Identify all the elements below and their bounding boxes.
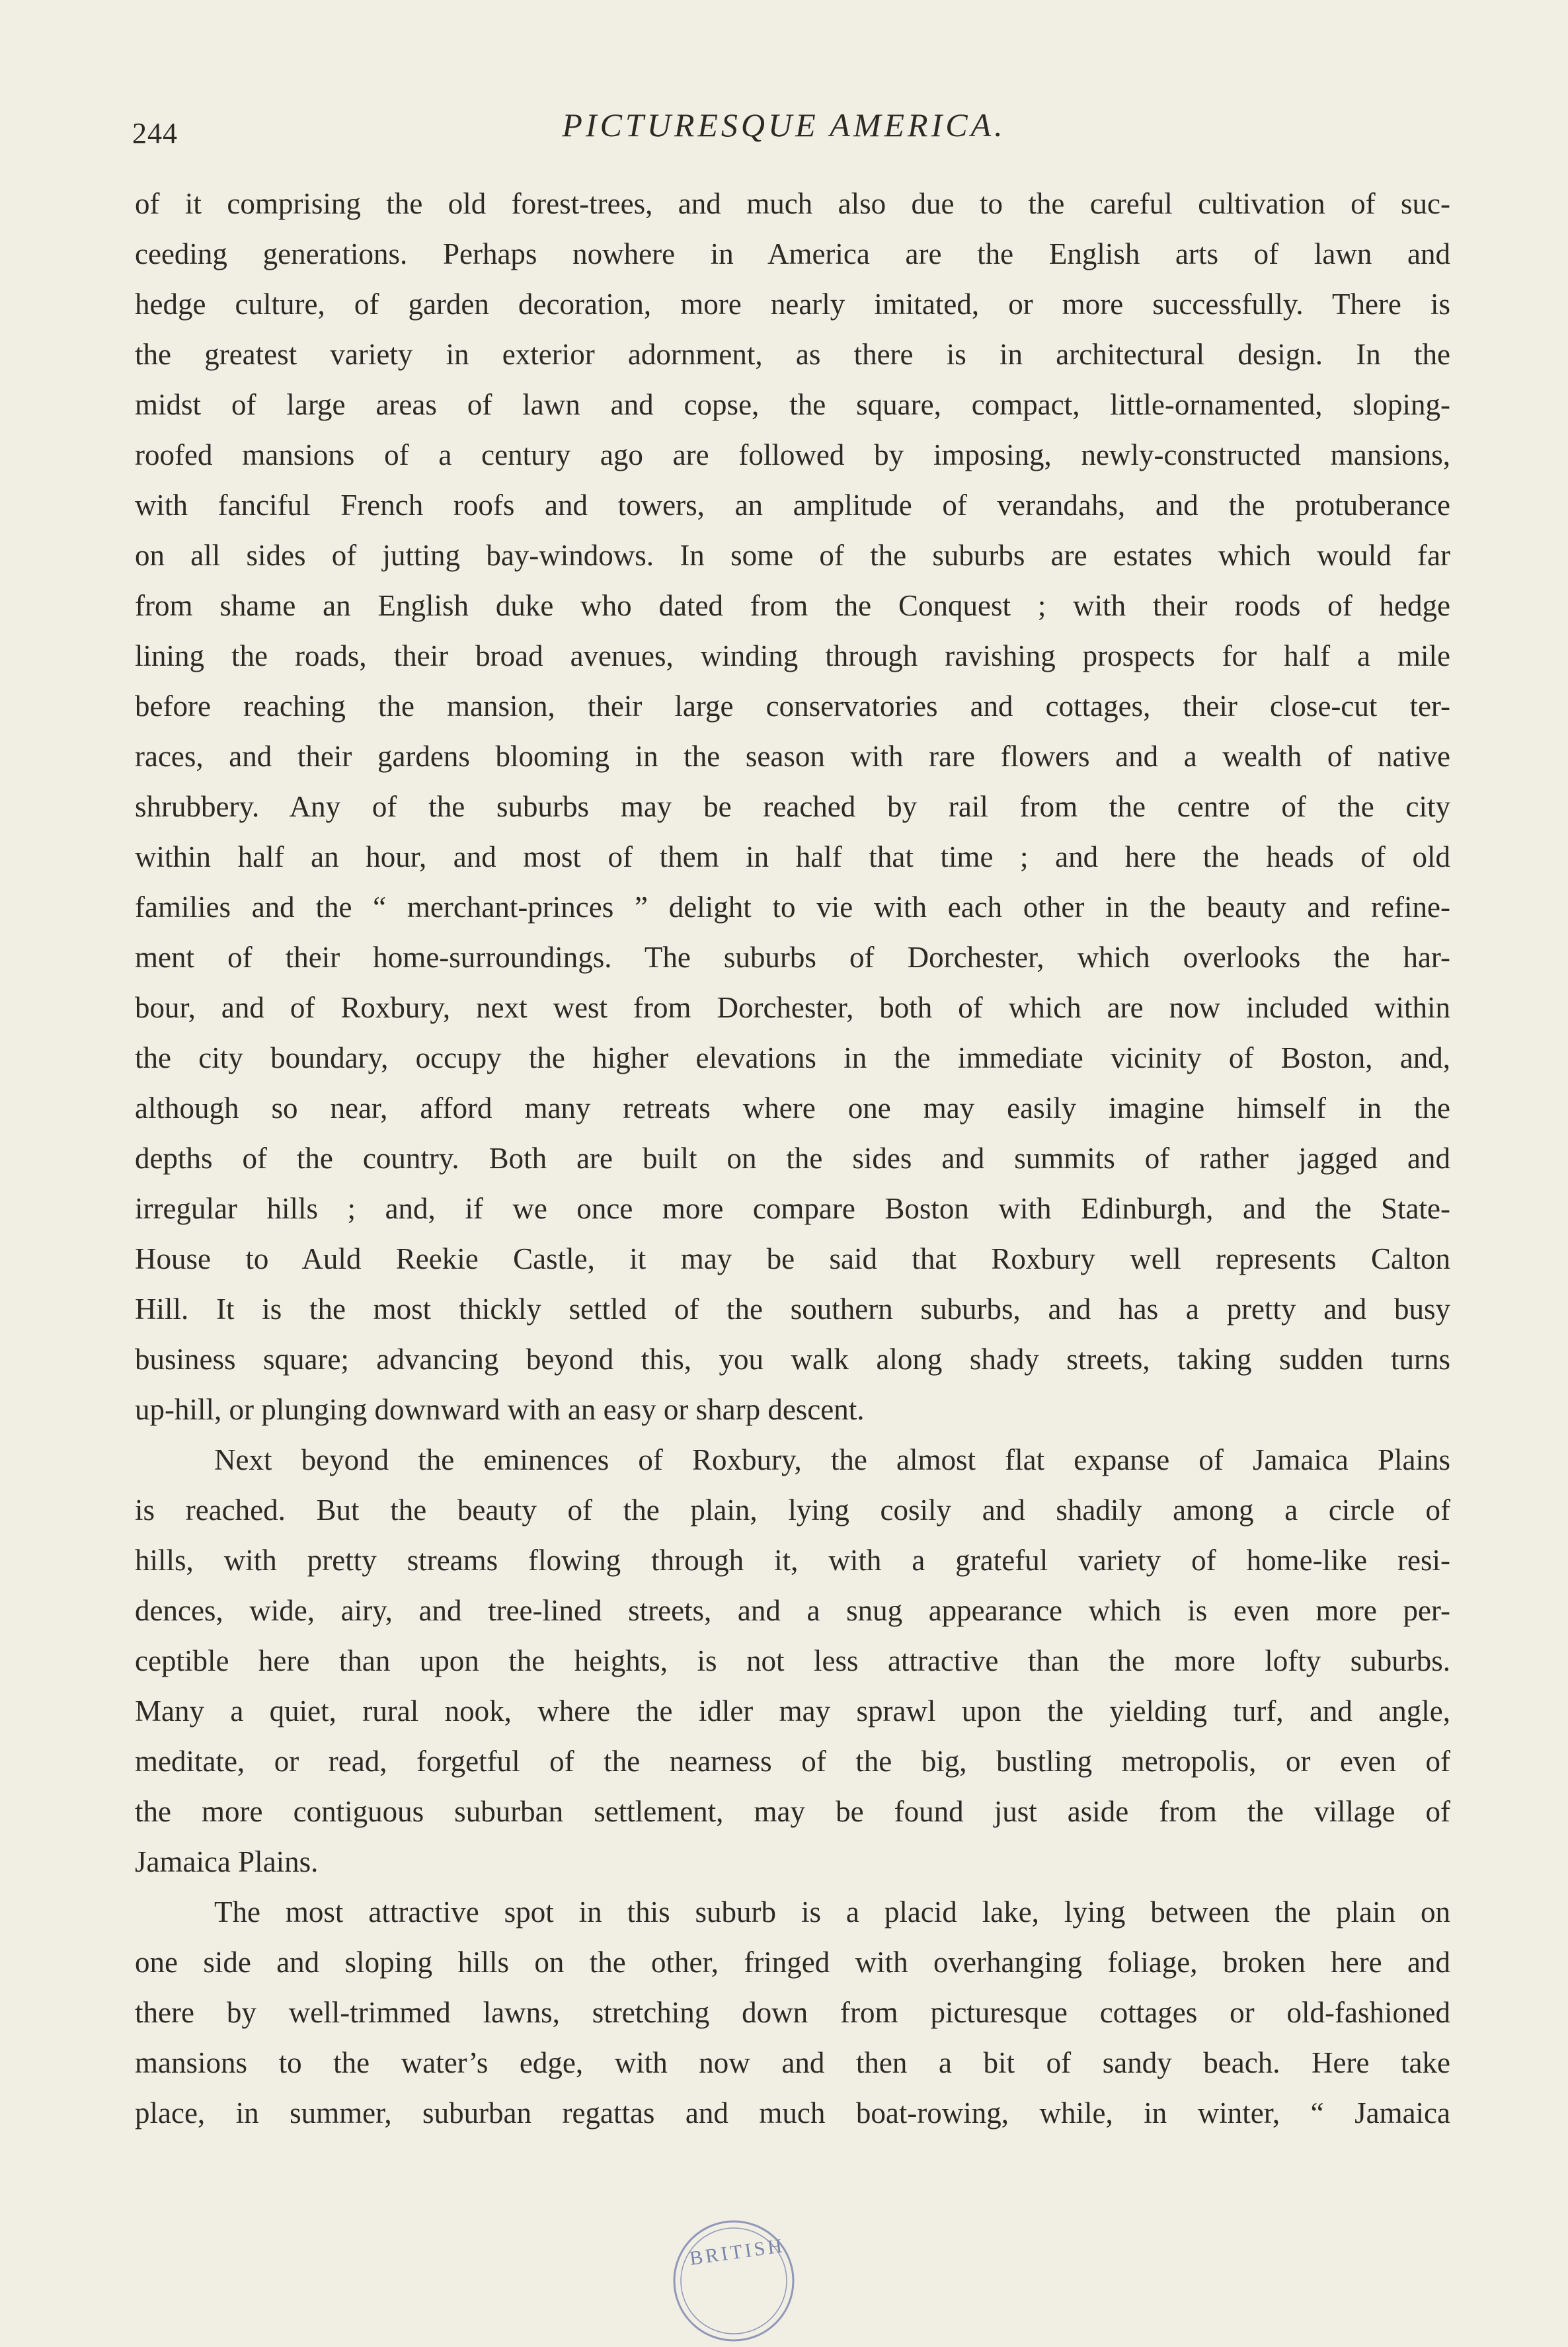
paragraph-1-line: ment of their home-surroundings. The suburbs of Dorchester, which overlooks the har-: [135, 941, 1450, 974]
paragraph-1-line: ceeding generations. Perhaps nowhere in America are the English arts of lawn and: [135, 237, 1450, 270]
paragraph-1-line: bour, and of Roxbury, next west from Dorchester, both of which are now included within: [135, 991, 1450, 1024]
paragraph-1-line: depths of the country. Both are built on the sides and summits of rather jagged and: [135, 1142, 1450, 1175]
paragraph-1-line: Hill. It is the most thickly settled of the southern suburbs, and has a pretty and busy: [135, 1293, 1450, 1326]
running-title: PICTURESQUE AMERICA.: [562, 106, 1006, 143]
paragraph-1-line: although so near, afford many retreats where one may easily imagine himself in the: [135, 1092, 1450, 1125]
paragraph-3-line: there by well-trimmed lawns, stretching down from picturesque cottages or old-fashioned: [135, 1996, 1450, 2029]
paragraph-1-line: from shame an English duke who dated from the Conquest ; with their roods of hedge: [135, 589, 1450, 622]
paragraph-3-line: mansions to the water’s edge, with now and then a bit of sandy beach. Here take: [135, 2046, 1450, 2079]
paragraph-2-line: dences, wide, airy, and tree-lined streets, and a snug appearance which is even more per-: [135, 1594, 1450, 1627]
paragraph-3-line: The most attractive spot in this suburb is a placid lake, lying between the plain on: [214, 1895, 1450, 1929]
paragraph-1-line: irregular hills ; and, if we once more compare Boston with Edinburgh, and the State-: [135, 1192, 1450, 1225]
paragraph-2-line: meditate, or read, forgetful of the nearness of the big, bustling metropolis, or even of: [135, 1745, 1450, 1778]
paragraph-2-line: Next beyond the eminences of Roxbury, the almost flat expanse of Jamaica Plains: [214, 1443, 1450, 1476]
paragraph-1-line: roofed mansions of a century ago are followed by imposing, newly-constructed mansions,: [135, 438, 1450, 471]
paragraph-3-line: one side and sloping hills on the other, fringed with overhanging foliage, broken here and: [135, 1946, 1450, 1979]
paragraph-1-line: within half an hour, and most of them in half that time ; and here the heads of old: [135, 840, 1450, 873]
paragraph-1-line: families and the “ merchant-princes ” delight to vie with each other in the beauty and refine-: [135, 891, 1450, 924]
paragraph-2-line: ceptible here than upon the heights, is not less attractive than the more lofty suburbs.: [135, 1644, 1450, 1677]
paragraph-1-line: the city boundary, occupy the higher elevations in the immediate vicinity of Boston, and,: [135, 1041, 1450, 1074]
paragraph-1-line: of it comprising the old forest-trees, and much also due to the careful cultivation of suc-: [135, 187, 1450, 220]
body-text: [135, 179, 1450, 2138]
paragraph-1-line: lining the roads, their broad avenues, winding through ravishing prospects for half a mile: [135, 639, 1450, 672]
paragraph-2-line: the more contiguous suburban settlement, may be found just aside from the village of: [135, 1795, 1450, 1828]
paragraph-3-line: place, in summer, suburban regattas and much boat-rowing, while, in winter, “ Jamaica: [135, 2096, 1450, 2129]
paragraph-1-line: hedge culture, of garden decoration, more nearly imitated, or more successfully. There is: [135, 288, 1450, 321]
paragraph-1-line: the greatest variety in exterior adornment, as there is in architectural design. In the: [135, 338, 1450, 371]
paragraph-2-line: Jamaica Plains.: [135, 1845, 319, 1878]
stamp-text: BRITISH: [687, 2235, 786, 2270]
paragraph-1-line: business square; advancing beyond this, you walk along shady streets, taking sudden turns: [135, 1343, 1450, 1376]
paragraph-1-line: up-hill, or plunging downward with an easy or sharp descent.: [135, 1393, 865, 1426]
paragraph-1-line: with fanciful French roofs and towers, an amplitude of verandahs, and the protuberance: [135, 489, 1450, 522]
paragraph-2-line: is reached. But the beauty of the plain, lying cosily and shadily among a circle of: [135, 1493, 1450, 1527]
paragraph-1-line: House to Auld Reekie Castle, it may be said that Roxbury well represents Calton: [135, 1242, 1450, 1275]
page-number: 244: [132, 117, 178, 149]
paragraph-1-line: on all sides of jutting bay-windows. In some of the suburbs are estates which would far: [135, 539, 1450, 572]
paragraph-2-line: Many a quiet, rural nook, where the idler may sprawl upon the yielding turf, and angle,: [135, 1694, 1450, 1728]
paragraph-2-line: hills, with pretty streams flowing through it, with a grateful variety of home-like resi-: [135, 1544, 1450, 1577]
paragraph-1-line: races, and their gardens blooming in the season with rare flowers and a wealth of native: [135, 740, 1450, 773]
paragraph-1-line: before reaching the mansion, their large conservatories and cottages, their close-cut ter-: [135, 690, 1450, 723]
paragraph-1-line: midst of large areas of lawn and copse, the square, compact, little-ornamented, sloping-: [135, 388, 1450, 421]
paragraph-1-line: shrubbery. Any of the suburbs may be reached by rail from the centre of the city: [135, 790, 1450, 823]
